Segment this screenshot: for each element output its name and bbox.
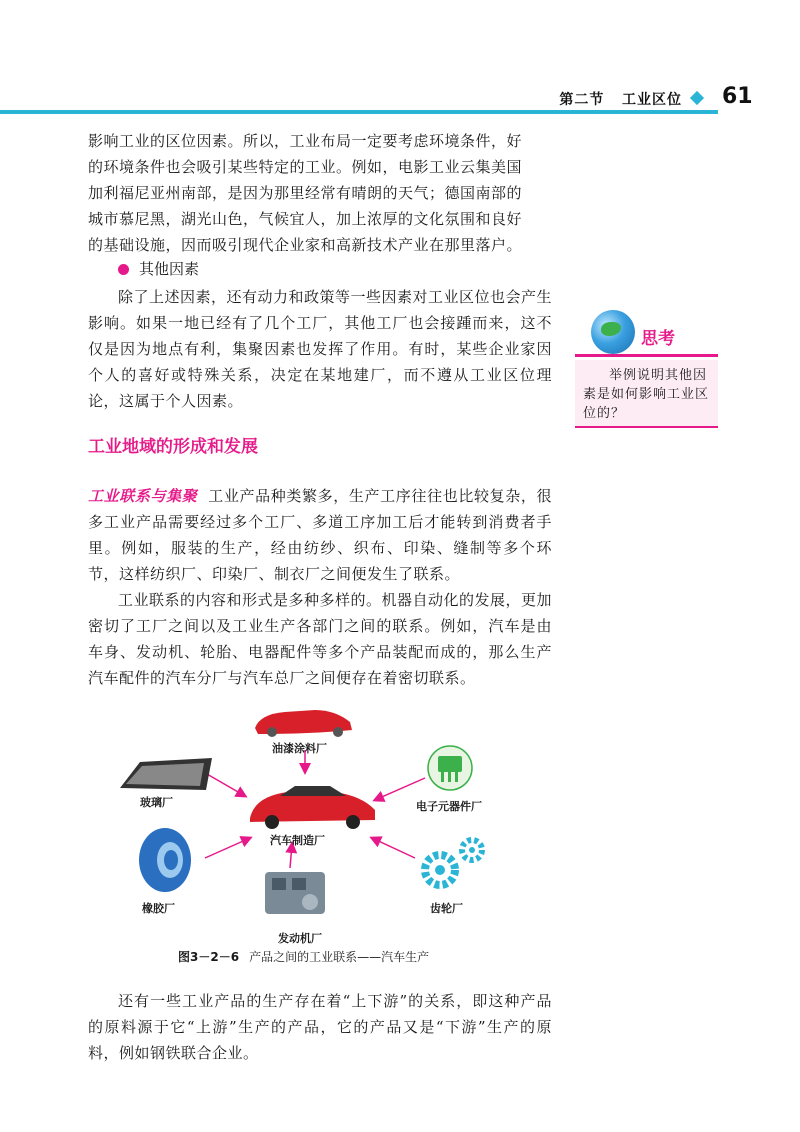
chip-icon (428, 746, 472, 790)
figure-diagram (110, 700, 550, 950)
globe-icon (591, 310, 635, 354)
bullet-label: 其他因素 (139, 260, 200, 278)
section-title: 工业地域的形成和发展 (88, 437, 258, 457)
arrow-electronics (375, 778, 425, 800)
label-engine: 发动机厂 (278, 932, 322, 945)
paragraph-upstream-downstream (88, 988, 552, 1066)
header-section-title (559, 89, 682, 109)
think-divider (575, 354, 718, 357)
caption-number: 图3－2－6 (178, 950, 240, 964)
paragraph-text: 工业联系的内容和形式是多种多样的。机器自动化的发展，更加密切了工厂之间以及工业生产各部门之间的联系。例如，汽车是由车身、发动机、轮胎、电器配件等多个产品装配而成的，那么生产汽车配件的汽车分厂与汽车总厂之间便存在着密切联系。 (88, 591, 553, 687)
bullet-other-factors (118, 258, 199, 279)
car-icon (250, 786, 375, 829)
arrow-rubber (205, 838, 250, 858)
page-number: 61 (722, 84, 753, 109)
think-title: 思考 (641, 329, 675, 349)
figure-car-production (110, 700, 550, 950)
label-center: 汽车制造厂 (270, 834, 325, 847)
think-question: 举例说明其他因素是如何影响工业区位的？ (575, 360, 718, 428)
paragraph-linkage-forms (88, 587, 552, 691)
car-body-icon (255, 710, 352, 737)
paragraph-environment (88, 128, 552, 258)
paragraph-other-factors (88, 284, 552, 414)
paragraph-line: 的基础设施，因而吸引现代企业家和高新技术产业在那里落户。 (88, 236, 523, 254)
keyword-linkage: 工业联系与集聚 (88, 487, 198, 505)
glass-icon (120, 758, 212, 790)
paragraph-line: 影响工业的区位因素。所以，工业布局一定要考虑环境条件，好 (88, 132, 523, 150)
bullet-dot-icon (118, 264, 129, 275)
figure-caption (178, 948, 429, 965)
label-electronics: 电子元器件厂 (416, 800, 482, 813)
tire-icon (139, 828, 191, 892)
header-title: 工业区位 (622, 92, 682, 108)
arrow-gear (372, 838, 415, 858)
caption-text: 产品之间的工业联系——汽车生产 (249, 950, 430, 964)
label-glass: 玻璃厂 (140, 796, 173, 809)
header-rule (0, 110, 718, 114)
paragraph-text: 除了上述因素，还有动力和政策等一些因素对工业区位也会产生影响。如果一地已经有了几个工厂，其他工厂也会接踵而来，这不仅是因为地点有利，集聚因素也发挥了作用。有时，某些企业家因个人的喜好或特殊关系，决定在某地建厂，而不遵从工业区位理论，这属于个人因素。 (88, 288, 553, 410)
paragraph-industrial-linkage (88, 483, 552, 587)
paragraph-text: 还有一些工业产品的生产存在着“上下游”的关系，即这种产品的原料源于它“上游”生产的产品，它的产品又是“下游”生产的原料，例如钢铁联合企业。 (88, 992, 552, 1062)
label-paint: 油漆涂料厂 (272, 742, 327, 755)
paragraph-text: 工业产品种类繁多，生产工序往往也比较复杂，很多工业产品需要经过多个工厂、多道工序加工后才能转到消费者手里。例如，服装的生产，经由纺纱、织布、印染、缝制等多个环节，这样纺织厂、印染厂、制衣厂之间便发生了联系。 (88, 487, 552, 583)
label-rubber: 橡胶厂 (142, 902, 175, 915)
paragraph-line: 加利福尼亚州南部，是因为那里经常有晴朗的天气；德国南部的 (88, 184, 523, 202)
think-box (575, 310, 718, 430)
paragraph-line: 的环境条件也会吸引某些特定的工业。例如，电影工业云集美国 (88, 158, 523, 176)
paragraph-line: 城市慕尼黑，湖光山色，气候宜人，加上浓厚的文化氛围和良好 (88, 210, 523, 228)
engine-icon (265, 872, 325, 914)
header-section: 第二节 (559, 92, 605, 108)
label-gear: 齿轮厂 (430, 902, 463, 915)
gear-icon (425, 840, 482, 885)
